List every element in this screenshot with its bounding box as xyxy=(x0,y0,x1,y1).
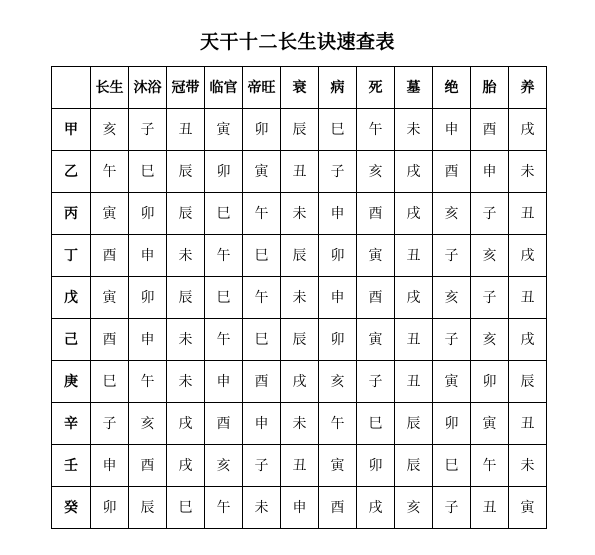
table-cell: 戌 xyxy=(167,403,205,445)
table-cell: 午 xyxy=(205,487,243,529)
table-row xyxy=(52,487,547,529)
table-cell: 辰 xyxy=(129,487,167,529)
table-cell: 午 xyxy=(471,445,509,487)
table-cell: 巳 xyxy=(167,487,205,529)
table-cell: 寅 xyxy=(433,361,471,403)
table-cell: 辰 xyxy=(281,235,319,277)
table-cell: 午 xyxy=(243,193,281,235)
table-cell: 子 xyxy=(433,235,471,277)
table-cell: 亥 xyxy=(91,109,129,151)
table-cell: 子 xyxy=(129,109,167,151)
table-cell: 酉 xyxy=(357,277,395,319)
table-cell: 申 xyxy=(319,277,357,319)
table-cell: 酉 xyxy=(129,445,167,487)
row-header-stem: 丙 xyxy=(52,193,91,235)
column-header: 绝 xyxy=(433,67,471,109)
table-cell: 申 xyxy=(129,235,167,277)
row-header-stem: 庚 xyxy=(52,361,91,403)
table-cell: 寅 xyxy=(91,277,129,319)
table-cell: 酉 xyxy=(319,487,357,529)
changsheng-table xyxy=(51,66,547,529)
table-cell: 酉 xyxy=(471,109,509,151)
table-cell: 丑 xyxy=(395,235,433,277)
table-cell: 申 xyxy=(471,151,509,193)
table-cell: 子 xyxy=(319,151,357,193)
table-cell: 巳 xyxy=(433,445,471,487)
table-row xyxy=(52,235,547,277)
table-cell: 未 xyxy=(167,319,205,361)
table-cell: 亥 xyxy=(433,277,471,319)
table-cell: 寅 xyxy=(243,151,281,193)
table-cell: 寅 xyxy=(319,445,357,487)
table-cell: 卯 xyxy=(357,445,395,487)
table-cell: 丑 xyxy=(281,445,319,487)
table-cell: 酉 xyxy=(91,235,129,277)
table-cell: 未 xyxy=(167,235,205,277)
table-cell: 巳 xyxy=(205,193,243,235)
table-cell: 卯 xyxy=(205,151,243,193)
table-cell: 巳 xyxy=(319,109,357,151)
table-row xyxy=(52,193,547,235)
table-cell: 子 xyxy=(471,277,509,319)
table-cell: 申 xyxy=(205,361,243,403)
table-cell: 午 xyxy=(91,151,129,193)
table-cell: 卯 xyxy=(129,277,167,319)
table-cell: 未 xyxy=(509,151,547,193)
table-cell: 未 xyxy=(281,403,319,445)
table-cell: 卯 xyxy=(319,235,357,277)
table-cell: 子 xyxy=(91,403,129,445)
table-cell: 未 xyxy=(243,487,281,529)
table-cell: 子 xyxy=(357,361,395,403)
table-cell: 戌 xyxy=(357,487,395,529)
corner-cell xyxy=(52,67,91,109)
table-cell: 丑 xyxy=(471,487,509,529)
table-cell: 卯 xyxy=(91,487,129,529)
table-cell: 子 xyxy=(471,193,509,235)
table-cell: 卯 xyxy=(433,403,471,445)
column-header: 衰 xyxy=(281,67,319,109)
table-cell: 亥 xyxy=(395,487,433,529)
table-cell: 申 xyxy=(281,487,319,529)
table-cell: 丑 xyxy=(509,193,547,235)
table-cell: 卯 xyxy=(319,319,357,361)
table-cell: 巳 xyxy=(243,235,281,277)
table-cell: 未 xyxy=(509,445,547,487)
table-cell: 未 xyxy=(281,193,319,235)
row-header-stem: 甲 xyxy=(52,109,91,151)
table-cell: 巳 xyxy=(243,319,281,361)
table-cell: 酉 xyxy=(433,151,471,193)
table-cell: 申 xyxy=(433,109,471,151)
table-cell: 辰 xyxy=(395,403,433,445)
table-row xyxy=(52,361,547,403)
table-row xyxy=(52,445,547,487)
row-header-stem: 戊 xyxy=(52,277,91,319)
table-cell: 酉 xyxy=(205,403,243,445)
table-row xyxy=(52,319,547,361)
table-cell: 寅 xyxy=(471,403,509,445)
table-cell: 寅 xyxy=(357,235,395,277)
table-row xyxy=(52,403,547,445)
table-cell: 卯 xyxy=(471,361,509,403)
table-cell: 戌 xyxy=(395,151,433,193)
column-header: 沐浴 xyxy=(129,67,167,109)
table-cell: 辰 xyxy=(281,109,319,151)
table-cell: 戌 xyxy=(509,109,547,151)
column-header: 养 xyxy=(509,67,547,109)
row-header-stem: 己 xyxy=(52,319,91,361)
table-cell: 巳 xyxy=(91,361,129,403)
table-cell: 辰 xyxy=(281,319,319,361)
column-header: 冠带 xyxy=(167,67,205,109)
table-cell: 午 xyxy=(357,109,395,151)
table-cell: 卯 xyxy=(243,109,281,151)
table-cell: 子 xyxy=(433,487,471,529)
table-cell: 巳 xyxy=(129,151,167,193)
table-cell: 辰 xyxy=(167,277,205,319)
table-cell: 未 xyxy=(395,109,433,151)
table-cell: 申 xyxy=(243,403,281,445)
table-cell: 亥 xyxy=(205,445,243,487)
table-cell: 午 xyxy=(319,403,357,445)
table-cell: 丑 xyxy=(281,151,319,193)
table-cell: 申 xyxy=(129,319,167,361)
table-cell: 亥 xyxy=(129,403,167,445)
table-row xyxy=(52,151,547,193)
table-cell: 丑 xyxy=(395,319,433,361)
table-cell: 申 xyxy=(91,445,129,487)
column-header: 病 xyxy=(319,67,357,109)
table-cell: 亥 xyxy=(471,235,509,277)
page-title: 天干十二长生诀速查表 xyxy=(199,31,395,53)
table-header-row xyxy=(52,67,547,109)
table-cell: 丑 xyxy=(509,403,547,445)
table-cell: 辰 xyxy=(167,193,205,235)
table-cell: 子 xyxy=(243,445,281,487)
table-cell: 申 xyxy=(319,193,357,235)
table-cell: 巳 xyxy=(357,403,395,445)
row-header-stem: 丁 xyxy=(52,235,91,277)
table-row xyxy=(52,277,547,319)
column-header: 长生 xyxy=(91,67,129,109)
table-cell: 亥 xyxy=(433,193,471,235)
table-row xyxy=(52,109,547,151)
table-cell: 寅 xyxy=(357,319,395,361)
column-header: 死 xyxy=(357,67,395,109)
table-body xyxy=(52,109,547,529)
table-cell: 辰 xyxy=(395,445,433,487)
column-header: 胎 xyxy=(471,67,509,109)
table-cell: 戌 xyxy=(395,277,433,319)
table-cell: 戌 xyxy=(395,193,433,235)
table-cell: 未 xyxy=(167,361,205,403)
table-cell: 寅 xyxy=(509,487,547,529)
row-header-stem: 乙 xyxy=(52,151,91,193)
row-header-stem: 辛 xyxy=(52,403,91,445)
row-header-stem: 壬 xyxy=(52,445,91,487)
table-cell: 午 xyxy=(205,319,243,361)
table-cell: 亥 xyxy=(357,151,395,193)
table-cell: 丑 xyxy=(509,277,547,319)
table-cell: 辰 xyxy=(509,361,547,403)
table-cell: 寅 xyxy=(205,109,243,151)
table-cell: 丑 xyxy=(395,361,433,403)
table-cell: 亥 xyxy=(319,361,357,403)
table-cell: 卯 xyxy=(129,193,167,235)
table-cell: 戌 xyxy=(509,235,547,277)
table-cell: 午 xyxy=(243,277,281,319)
table-cell: 寅 xyxy=(91,193,129,235)
table-cell: 戌 xyxy=(167,445,205,487)
table-cell: 酉 xyxy=(357,193,395,235)
table-cell: 戌 xyxy=(509,319,547,361)
table-cell: 未 xyxy=(281,277,319,319)
table-cell: 酉 xyxy=(243,361,281,403)
table-cell: 丑 xyxy=(167,109,205,151)
column-header: 帝旺 xyxy=(243,67,281,109)
table-cell: 巳 xyxy=(205,277,243,319)
table-cell: 酉 xyxy=(91,319,129,361)
row-header-stem: 癸 xyxy=(52,487,91,529)
table-cell: 午 xyxy=(205,235,243,277)
column-header: 临官 xyxy=(205,67,243,109)
table-cell: 亥 xyxy=(471,319,509,361)
table-cell: 戌 xyxy=(281,361,319,403)
column-header: 墓 xyxy=(395,67,433,109)
table-cell: 辰 xyxy=(167,151,205,193)
table-cell: 午 xyxy=(129,361,167,403)
table-cell: 子 xyxy=(433,319,471,361)
